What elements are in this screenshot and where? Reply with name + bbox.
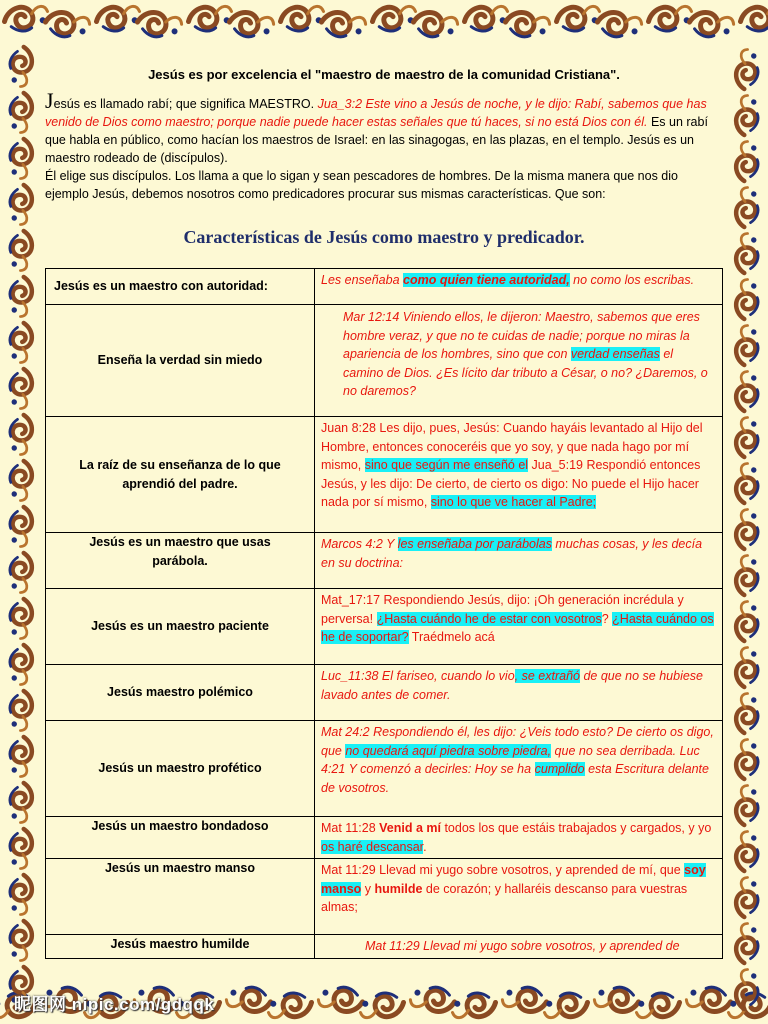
ornament-scroll	[734, 140, 762, 183]
table-row	[46, 305, 723, 417]
ornament-scroll	[6, 735, 34, 778]
ornament-scroll	[734, 600, 762, 643]
ornament-scroll	[734, 94, 762, 137]
ornament-scroll	[317, 984, 364, 1014]
ornament-scroll	[358, 990, 405, 1020]
drop-cap: J	[45, 88, 54, 113]
ornament-scroll	[6, 551, 34, 594]
ornament-scroll	[6, 781, 34, 824]
intro-continuation: Es un rabí que habla en público, como hacían los maestros de Israel: en las sinagogas, en las plazas, en el templo. Jesús es un maestro rodeado de (discípulos).	[45, 115, 708, 165]
ornament-scroll	[593, 984, 640, 1014]
ornament-scroll	[44, 10, 91, 40]
ornament-scroll	[136, 10, 183, 40]
row-label: Jesús un maestro profético	[46, 721, 315, 817]
ornament-scroll	[734, 48, 762, 91]
row-scripture: Mat 11:29 Llevad mi yugo sobre vosotros, y aprended de	[315, 935, 723, 959]
ornament-scroll	[734, 830, 762, 873]
table-row	[46, 859, 723, 935]
table-row	[46, 935, 723, 959]
row-label: Jesús maestro polémico	[46, 665, 315, 721]
ornament-scroll	[320, 10, 367, 40]
row-label: Jesús un maestro manso	[46, 859, 315, 935]
row-scripture: Mat_17:17 Respondiendo Jesús, dijo: ¡Oh generación incrédula y perversa! ¿Hasta cuándo he de estar con vosotros? ¿Hasta cuándo os he de soportar? Traédmelo acá	[315, 589, 723, 665]
ornament-scroll	[734, 876, 762, 919]
ornament-scroll	[734, 508, 762, 551]
ornament-scroll	[266, 990, 313, 1020]
ornament-scroll	[95, 4, 142, 34]
ornament-scroll	[734, 232, 762, 275]
ornament-scroll	[6, 689, 34, 732]
section-heading: Características de Jesús como maestro y predicador.	[183, 227, 585, 247]
intro-paragraph-2-text: Él elige sus discípulos. Los llama a que lo sigan y sean pescadores de hombres. De la misma manera que nos dio ejemplo Jesús, debemos nosotros como predicadores procurar sus mismas características. Que son:	[45, 169, 678, 201]
ornament-scroll	[685, 984, 732, 1014]
ornament-scroll	[501, 984, 548, 1014]
characteristics-table	[45, 268, 723, 959]
table-row	[46, 817, 723, 859]
table-row	[46, 665, 723, 721]
row-label: Jesús maestro humilde	[46, 935, 315, 959]
ornament-scroll	[555, 4, 602, 34]
intro-lead: esús es llamado rabí; que significa MAESTRO.	[53, 97, 315, 111]
ornament-scroll	[371, 4, 418, 34]
ornament-scroll	[463, 4, 510, 34]
table-row	[46, 721, 723, 817]
ornament-scroll	[228, 10, 275, 40]
ornament-scroll	[734, 784, 762, 827]
ornament-scroll	[504, 10, 551, 40]
row-scripture: Marcos 4:2 Y les enseñaba por parábolas muchas cosas, y les decía en su doctrina:	[315, 533, 723, 589]
row-label: La raíz de su enseñanza de lo que aprendió del padre.	[46, 417, 315, 533]
ornament-scroll	[187, 4, 234, 34]
ornament-scroll	[734, 462, 762, 505]
ornament-scroll	[6, 45, 34, 88]
document-page	[45, 60, 723, 959]
ornament-scroll	[6, 643, 34, 686]
ornament-scroll	[6, 505, 34, 548]
row-scripture: Mat 24:2 Respondiendo él, les dijo: ¿Veis todo esto? De cierto os digo, que no quedará aquí piedra sobre piedra, que no sea derribada. Luc 4:21 Y comenzó a decirles: Hoy se ha cumplido esta Escritura delante de vosotros.	[315, 721, 723, 817]
ornament-scroll	[6, 321, 34, 364]
ornament-scroll	[279, 4, 326, 34]
row-label: Jesús un maestro bondadoso	[46, 817, 315, 859]
ornament-scroll	[6, 367, 34, 410]
ornament-scroll	[6, 873, 34, 916]
ornament-scroll	[734, 554, 762, 597]
ornament-scroll	[596, 10, 643, 40]
ornament-scroll	[734, 278, 762, 321]
ornament-scroll	[688, 10, 735, 40]
intro-paragraph-2	[45, 167, 723, 203]
ornament-scroll	[6, 275, 34, 318]
row-label: Jesús es un maestro con autoridad:	[46, 269, 315, 305]
ornament-scroll	[6, 91, 34, 134]
ornament-scroll	[734, 416, 762, 459]
ornament-scroll	[6, 827, 34, 870]
intro-paragraph-1	[45, 88, 723, 167]
row-scripture: Luc_11:38 El fariseo, cuando lo vio, se extrañó de que no se hubiese lavado antes de comer.	[315, 665, 723, 721]
ornament-scroll	[634, 990, 681, 1020]
row-scripture: Mat 11:29 Llevad mi yugo sobre vosotros, y aprended de mí, que soy manso y humilde de corazón; y hallaréis descanso para vuestras almas;	[315, 859, 723, 935]
row-scripture: Mar 12:14 Viniendo ellos, le dijeron: Maestro, sabemos que eres hombre veraz, y que no te cuidas de nadie; porque no miras la apariencia de los hombres, sino que con verdad enseñas el camino de Dios. ¿Es lícito dar tributo a César, o no? ¿Daremos, o no daremos?	[315, 305, 723, 417]
ornament-scroll	[739, 4, 768, 34]
document-title: Jesús es por excelencia el "maestro de maestro de la comunidad Cristiana".	[148, 67, 620, 82]
ornament-scroll	[225, 984, 272, 1014]
ornament-scroll	[409, 984, 456, 1014]
table-row	[46, 269, 723, 305]
ornament-scroll	[734, 324, 762, 367]
ornament-scroll	[6, 413, 34, 456]
table-row	[46, 417, 723, 533]
scripture-reference: Jua_3:2 Este vino a Jesús de noche, y le dijo: Rabí, sabemos que has venido de Dios como maestro; porque nadie puede hacer estas señales que tú haces, si no está Dios con él.	[45, 97, 707, 129]
row-label: Enseña la verdad sin miedo	[46, 305, 315, 417]
intro-text	[45, 88, 723, 203]
ornament-scroll	[734, 922, 762, 965]
ornament-scroll	[6, 919, 34, 962]
ornament-scroll	[6, 183, 34, 226]
row-label: Jesús es un maestro que usas parábola.	[46, 533, 315, 589]
ornament-scroll	[734, 738, 762, 781]
ornament-scroll	[450, 990, 497, 1020]
table-row	[46, 589, 723, 665]
row-scripture: Les enseñaba como quien tiene autoridad, no como los escribas.	[315, 269, 723, 305]
row-label: Jesús es un maestro paciente	[46, 589, 315, 665]
ornament-scroll	[734, 370, 762, 413]
row-scripture: Juan 8:28 Les dijo, pues, Jesús: Cuando hayáis levantado al Hijo del Hombre, entonces conoceréis que yo soy, y que nada hago por mí mismo, sino que según me enseñó el Jua_5:19 Respondió entonces Jesús, y les dijo: De cierto, de cierto os digo: No puede el Hijo hacer nada por sí mismo, sino lo que ve hacer al Padre;	[315, 417, 723, 533]
table-row	[46, 533, 723, 589]
row-scripture: Mat 11:28 Venid a mí todos los que estáis trabajados y cargados, y yo os haré descansar.	[315, 817, 723, 859]
ornament-scroll	[6, 459, 34, 502]
watermark: 昵图网 nipic.com/gdqqk	[14, 995, 215, 1014]
ornament-scroll	[3, 4, 50, 34]
ornament-scroll	[734, 692, 762, 735]
ornament-scroll	[6, 229, 34, 272]
ornament-scroll	[647, 4, 694, 34]
ornament-scroll	[542, 990, 589, 1020]
ornament-scroll	[734, 646, 762, 689]
ornament-scroll	[6, 597, 34, 640]
ornament-scroll	[412, 10, 459, 40]
ornament-scroll	[734, 186, 762, 229]
ornament-scroll	[734, 968, 762, 1011]
ornament-scroll	[6, 137, 34, 180]
ornament-scroll	[726, 990, 768, 1020]
